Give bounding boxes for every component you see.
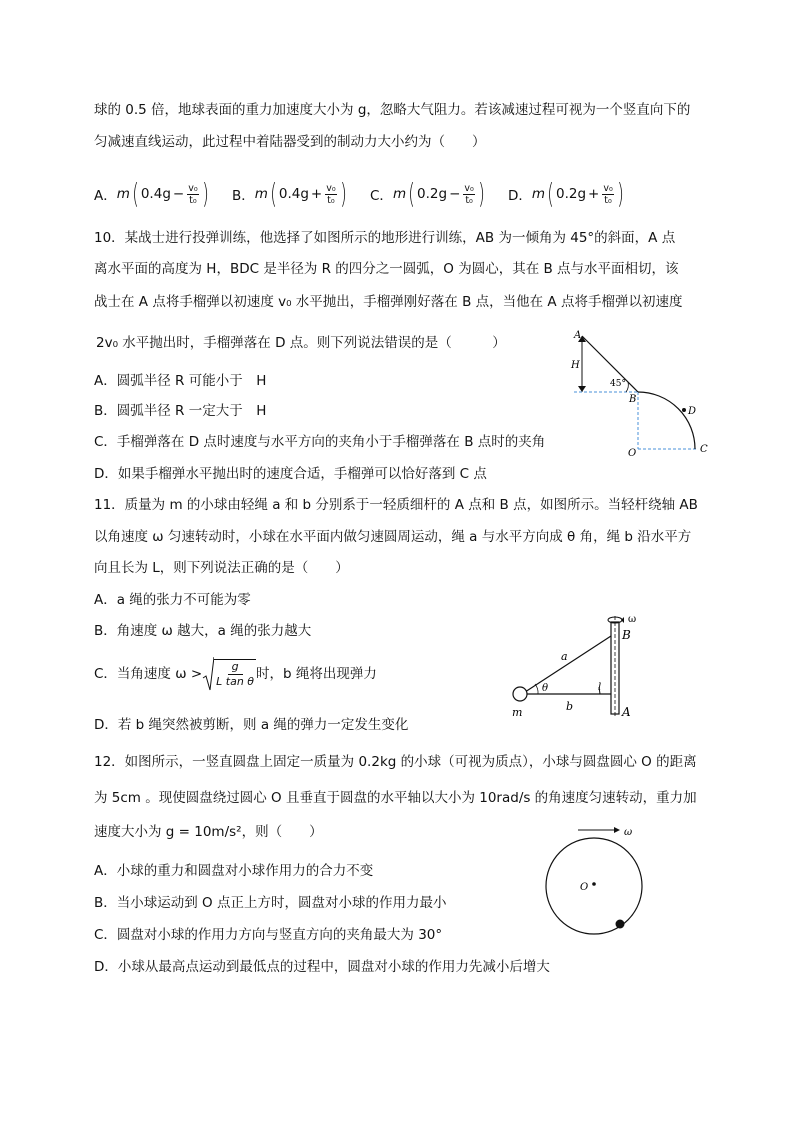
arc-bdc <box>638 392 695 449</box>
q11-option-a[interactable]: A．a 绳的张力不可能为零 <box>94 592 251 608</box>
q9-options <box>94 176 734 212</box>
q10-option-d[interactable]: D．如果手榴弹水平抛出时的速度合适，手榴弹可以恰好落到 C 点 <box>94 466 487 482</box>
label-o: O <box>580 882 589 893</box>
q12-text-line1: 12．如图所示，一竖直圆盘上固定一质量为 0.2kg 的小球（可视为质点），小球与圆盘圆心 O 的距离 <box>94 754 697 770</box>
option-label: D． <box>508 188 532 204</box>
label-b: B <box>622 628 631 642</box>
label-omega: ω <box>624 827 633 838</box>
q12-text-line3: 速度大小为 g = 10m/s²，则（ ） <box>94 824 323 840</box>
fraction-den: t₀ <box>327 194 335 206</box>
option-c-suffix: 时，b 绳将出现弹力 <box>256 666 377 682</box>
fraction-den: t₀ <box>189 194 197 206</box>
q11-text-line2: 以角速度 ω 匀速转动时，小球在水平面内做匀速圆周运动，绳 a 与水平方向成 θ 角，绳 b 沿水平方 <box>94 529 692 545</box>
label-h: H <box>571 360 580 371</box>
option-coef: 0.2g <box>556 186 587 202</box>
fraction-den: t₀ <box>465 194 473 206</box>
label-m: m <box>512 706 523 719</box>
option-label: C． <box>370 188 393 204</box>
q11-figure <box>506 612 686 722</box>
label-b-rope: b <box>566 700 574 713</box>
sqrt-sign <box>202 656 214 692</box>
q11-text-line1: 11．质量为 m 的小球由轻绳 a 和 b 分别系于一轻质细杆的 A 点和 B 点，如图所示。当轻杆绕轴 AB <box>94 497 698 513</box>
point-d <box>682 408 686 412</box>
ball-m <box>513 687 527 701</box>
sqrt-expression <box>202 656 256 692</box>
label-b: B <box>629 394 637 405</box>
label-omega: ω <box>628 614 637 625</box>
option-sign: + <box>588 186 600 202</box>
label-c: C <box>700 444 708 455</box>
option-coef: 0.2g <box>417 186 448 202</box>
label-a-rope: a <box>561 650 568 663</box>
q12-option-b[interactable]: B．当小球运动到 O 点正上方时，圆盘对小球的作用力最小 <box>94 895 447 911</box>
label-o: O <box>628 448 637 459</box>
option-coef: 0.4g <box>140 186 171 202</box>
option-fraction <box>463 183 474 206</box>
sqrt-num: g <box>228 660 243 675</box>
sqrt-radicand <box>214 659 256 689</box>
q11-option-b[interactable]: B．角速度 ω 越大，a 绳的张力越大 <box>94 623 312 639</box>
q9-text-line2: 匀减速直线运动，此过程中着陆器受到的制动力大小约为（ ） <box>94 134 486 150</box>
option-mass: m <box>392 186 407 202</box>
option-label: B． <box>232 188 255 204</box>
label-a: A <box>574 330 582 341</box>
option-coef: 0.4g <box>278 186 309 202</box>
option-c-prefix: C．当角速度 ω > <box>94 666 203 682</box>
fraction-num: v₀ <box>464 182 474 194</box>
option-mass: m <box>116 186 130 202</box>
q10-text-line4: 2v₀ 水平抛出时，手榴弹落在 D 点。则下列说法错误的是（ ） <box>96 335 506 351</box>
disk <box>546 838 642 934</box>
q9-option-c[interactable]: C． m ( 0.2g − $\frac{\text{v₀}}{\text{t₀}}$ ) <box>370 177 485 210</box>
q12-text-line2: 为 5cm 。现使圆盘绕过圆心 O 且垂直于圆盘的水平轴以大小为 10rad/s 的角速度匀速转动，重力加 <box>94 790 697 806</box>
sqrt-den: L tan θ <box>216 675 255 688</box>
q10-figure <box>566 322 716 462</box>
angle-arc <box>626 382 628 392</box>
q10-option-c[interactable]: C．手榴弹落在 D 点时速度与水平方向的夹角小于手榴弹落在 B 点时的夹角 <box>94 434 546 450</box>
option-fraction <box>187 183 198 206</box>
option-mass: m <box>531 186 546 202</box>
label-angle: 45° <box>610 379 626 389</box>
center-o <box>592 882 596 886</box>
option-mass: m <box>254 186 268 202</box>
label-d: D <box>688 406 697 417</box>
q10-text-line3: 战士在 A 点将手榴弹以初速度 v₀ 水平抛出，手榴弹刚好落在 B 点，当他在 A 点将手榴弹以初速度 <box>94 294 683 310</box>
fraction-num: v₀ <box>603 182 613 194</box>
q9-option-a[interactable]: A． m ( 0.4g − $\frac{\text{v₀}}{\text{t₀}}$ ) <box>94 177 209 210</box>
ball <box>616 920 625 929</box>
q12-option-a[interactable]: A．小球的重力和圆盘对小球作用力的合力不变 <box>94 863 374 879</box>
fraction-num: v₀ <box>326 182 336 194</box>
q10-text-line1: 10．某战士进行投弹训练，他选择了如图所示的地形进行训练，AB 为一倾角为 45°的斜面，A 点 <box>94 230 676 246</box>
q9-option-d[interactable]: D． m ( 0.2g + $\frac{\text{v₀}}{\text{t₀}}$ ) <box>508 177 624 210</box>
q9-option-b[interactable]: B． m ( 0.4g + $\frac{\text{v₀}}{\text{t₀}}$ ) <box>232 177 347 210</box>
label-theta: θ <box>542 683 549 694</box>
q10-option-a[interactable]: A．圆弧半径 R 可能小于 H <box>94 373 267 389</box>
option-label: A． <box>94 188 117 204</box>
label-l: l <box>598 682 602 693</box>
option-fraction <box>602 183 613 206</box>
fraction-num: v₀ <box>188 182 198 194</box>
q10-option-b[interactable]: B．圆弧半径 R 一定大于 H <box>94 403 267 419</box>
option-sign: + <box>310 186 323 202</box>
q12-option-c[interactable]: C．圆盘对小球的作用力方向与竖直方向的夹角最大为 30° <box>94 927 443 943</box>
fraction-den: t₀ <box>604 194 612 206</box>
q11-option-d[interactable]: D．若 b 绳突然被剪断，则 a 绳的弹力一定发生变化 <box>94 717 409 733</box>
q9-text-line1: 球的 0.5 倍，地球表面的重力加速度大小为 g，忽略大气阻力。若该减速过程可视为一个竖直向下的 <box>94 102 691 118</box>
label-a-point: A <box>622 705 631 719</box>
arrow-down-icon <box>578 386 586 392</box>
q11-text-line3: 向且长为 L，则下列说法正确的是（ ） <box>94 560 349 576</box>
option-sign: − <box>449 186 461 202</box>
q12-figure <box>542 820 652 945</box>
option-sign: − <box>172 186 185 202</box>
q12-option-d[interactable]: D．小球从最高点运动到最低点的过程中，圆盘对小球的作用力先减小后增大 <box>94 959 550 975</box>
option-fraction <box>325 183 336 206</box>
q11-option-c[interactable] <box>94 656 377 692</box>
q10-text-line2: 离水平面的高度为 H，BDC 是半径为 R 的四分之一圆弧，O 为圆心，其在 B 点与水平面相切，该 <box>94 261 679 277</box>
